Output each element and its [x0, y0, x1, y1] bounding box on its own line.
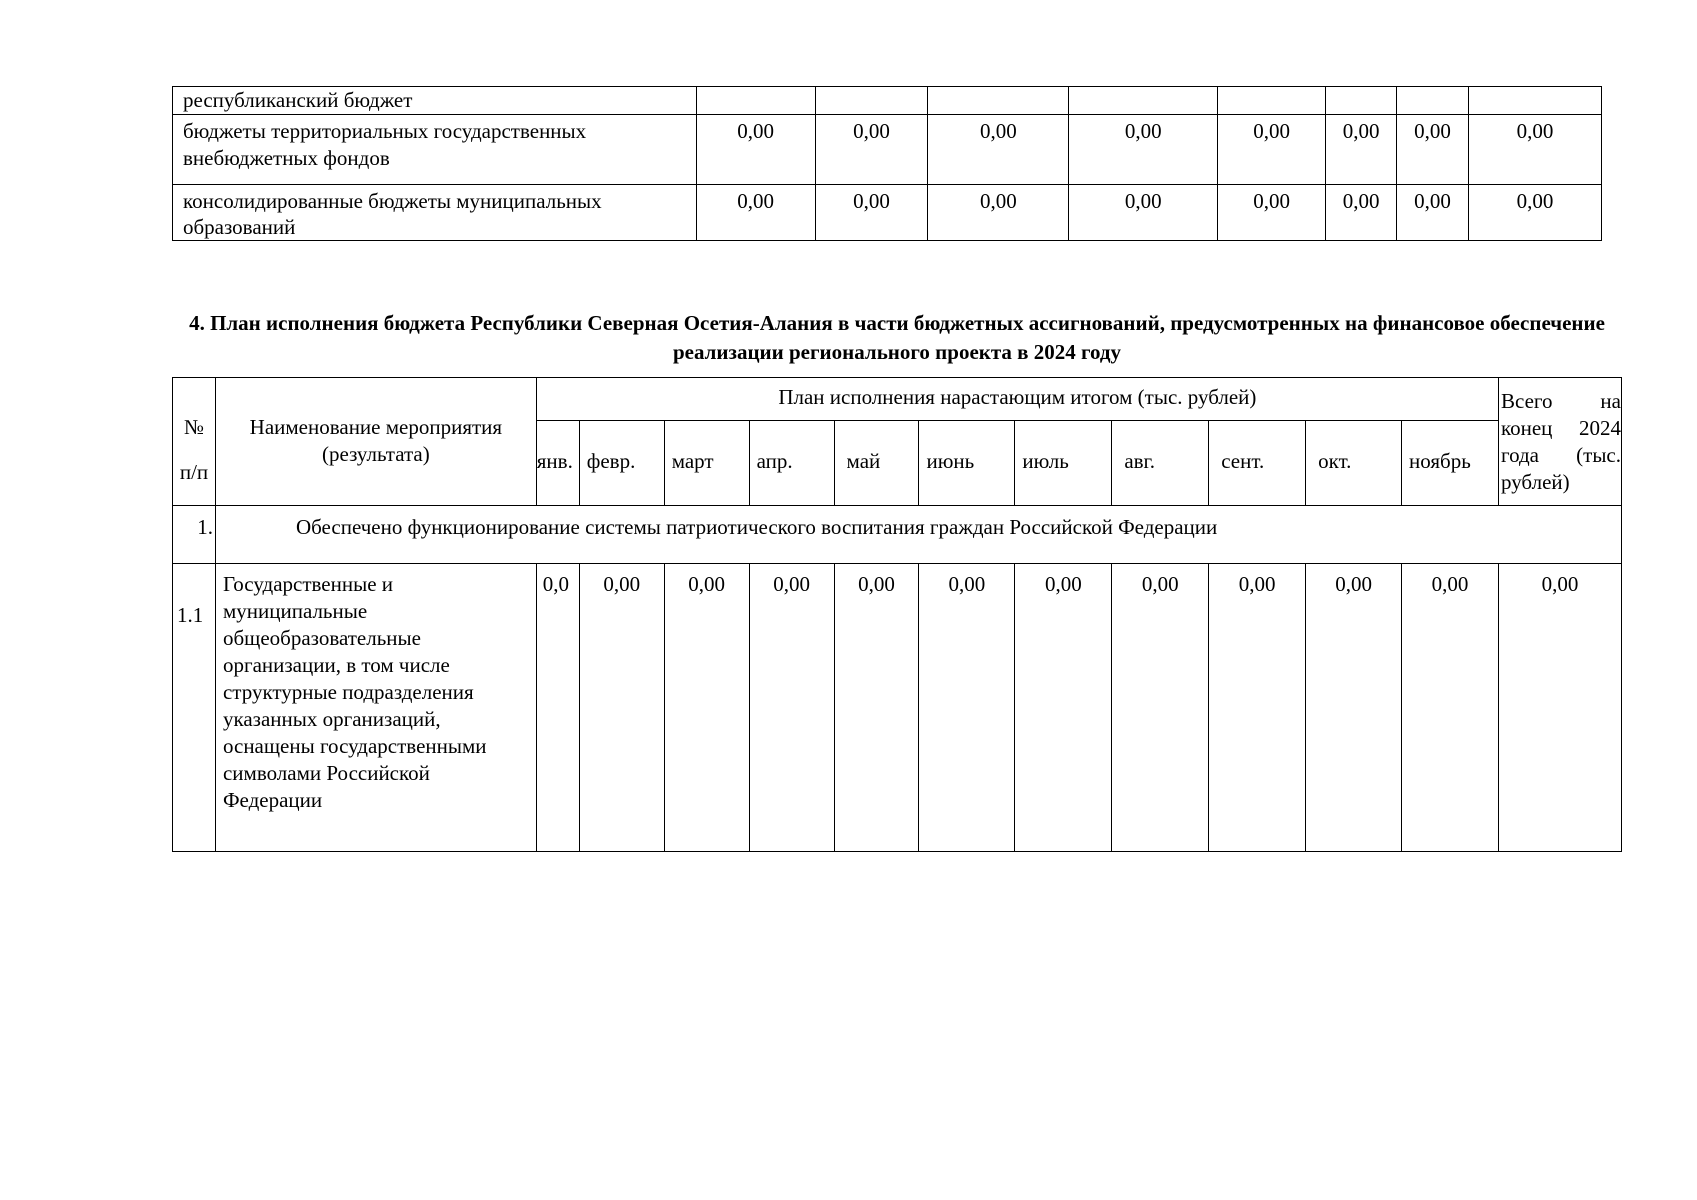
table-cell: 0,00 — [664, 564, 749, 852]
table-cell: 0,00 — [1326, 185, 1397, 241]
table-cell — [928, 87, 1069, 115]
row-name: Государственные и муниципальные общеобразовательные организации, в том числе структурные подразделения указанных организаций, оснащены государственными символами Российской Федерации — [215, 564, 536, 852]
table-cell: 0,00 — [815, 185, 928, 241]
section-title: 4. План исполнения бюджета Республики Северная Осетия-Алания в части бюджетных ассигнований, предусмотренных на финансовое обеспечение реализации регионального проекта в 2024 году — [189, 311, 1605, 364]
month-header: июнь — [919, 421, 1015, 506]
total-header-line: Всего на — [1500, 389, 1621, 413]
table-cell: 0,00 — [1397, 115, 1469, 185]
table-row — [173, 87, 1602, 115]
table-cell — [1069, 87, 1218, 115]
table-cell: 0,00 — [815, 115, 928, 185]
table-cell: 0,00 — [1469, 115, 1602, 185]
section-number: 1. — [173, 506, 216, 564]
table-cell: 0,00 — [1402, 564, 1499, 852]
table-cell — [696, 87, 815, 115]
table-cell: 0,00 — [579, 564, 664, 852]
number-header — [173, 378, 216, 506]
table-cell: 0,00 — [749, 564, 834, 852]
table-cell: 0,00 — [1218, 185, 1326, 241]
table-cell: 0,00 — [1209, 564, 1306, 852]
month-header: март — [664, 421, 749, 506]
table-cell: 0,00 — [1218, 115, 1326, 185]
number-sub: п/п — [179, 460, 209, 484]
table-cell: 0,00 — [919, 564, 1015, 852]
month-header: ноябрь — [1402, 421, 1499, 506]
table-row — [173, 564, 1622, 852]
table-cell: 0,00 — [834, 564, 919, 852]
total-header — [1498, 378, 1621, 506]
table-cell: 0,00 — [1326, 115, 1397, 185]
row-label: республиканский бюджет — [173, 87, 697, 115]
month-header: июль — [1015, 421, 1112, 506]
table-cell — [1218, 87, 1326, 115]
table-cell: 0,00 — [1069, 115, 1218, 185]
table-cell: 0,00 — [1397, 185, 1469, 241]
table-cell: 0,00 — [1469, 185, 1602, 241]
table-cell: 0,00 — [696, 115, 815, 185]
row-label: консолидированные бюджеты муниципальных образований — [173, 185, 697, 241]
table-cell: 0,00 — [928, 185, 1069, 241]
header-row — [173, 378, 1622, 421]
month-header: окт. — [1306, 421, 1402, 506]
table-cell: 0,00 — [696, 185, 815, 241]
month-header: февр. — [579, 421, 664, 506]
table-cell: 0,00 — [1069, 185, 1218, 241]
section-text: Обеспечено функционирование системы патриотического воспитания граждан Российской Федерации — [215, 506, 1621, 564]
table-cell: 0,00 — [1112, 564, 1209, 852]
month-header: янв. — [536, 421, 579, 506]
table-cell: 0,0 — [536, 564, 579, 852]
table-row — [173, 115, 1602, 185]
total-header-line: конец 2024 — [1500, 416, 1621, 440]
table-row — [173, 185, 1602, 241]
number-sign: № — [183, 415, 204, 439]
row-label: бюджеты территориальных государственных внебюджетных фондов — [173, 115, 697, 185]
month-header: авг. — [1112, 421, 1209, 506]
plan-header: План исполнения нарастающим итогом (тыс. рублей) — [536, 378, 1498, 421]
row-number: 1.1 — [173, 564, 216, 852]
month-header: сент. — [1209, 421, 1306, 506]
table-cell: 0,00 — [1306, 564, 1402, 852]
total-cell: 0,00 — [1498, 564, 1621, 852]
table-cell: 0,00 — [1015, 564, 1112, 852]
section-row — [173, 506, 1622, 564]
table-cell — [1469, 87, 1602, 115]
table-cell — [815, 87, 928, 115]
table-cell — [1326, 87, 1397, 115]
month-header: май — [834, 421, 919, 506]
total-header-line: года (тыс. — [1500, 443, 1621, 467]
month-header: апр. — [749, 421, 834, 506]
total-header-line: рублей) — [1500, 470, 1570, 494]
budget-sources-table — [172, 86, 1602, 241]
name-header: Наименование мероприятия (результата) — [215, 378, 536, 506]
table-cell — [1397, 87, 1469, 115]
table-cell: 0,00 — [928, 115, 1069, 185]
budget-plan-table — [172, 377, 1622, 852]
